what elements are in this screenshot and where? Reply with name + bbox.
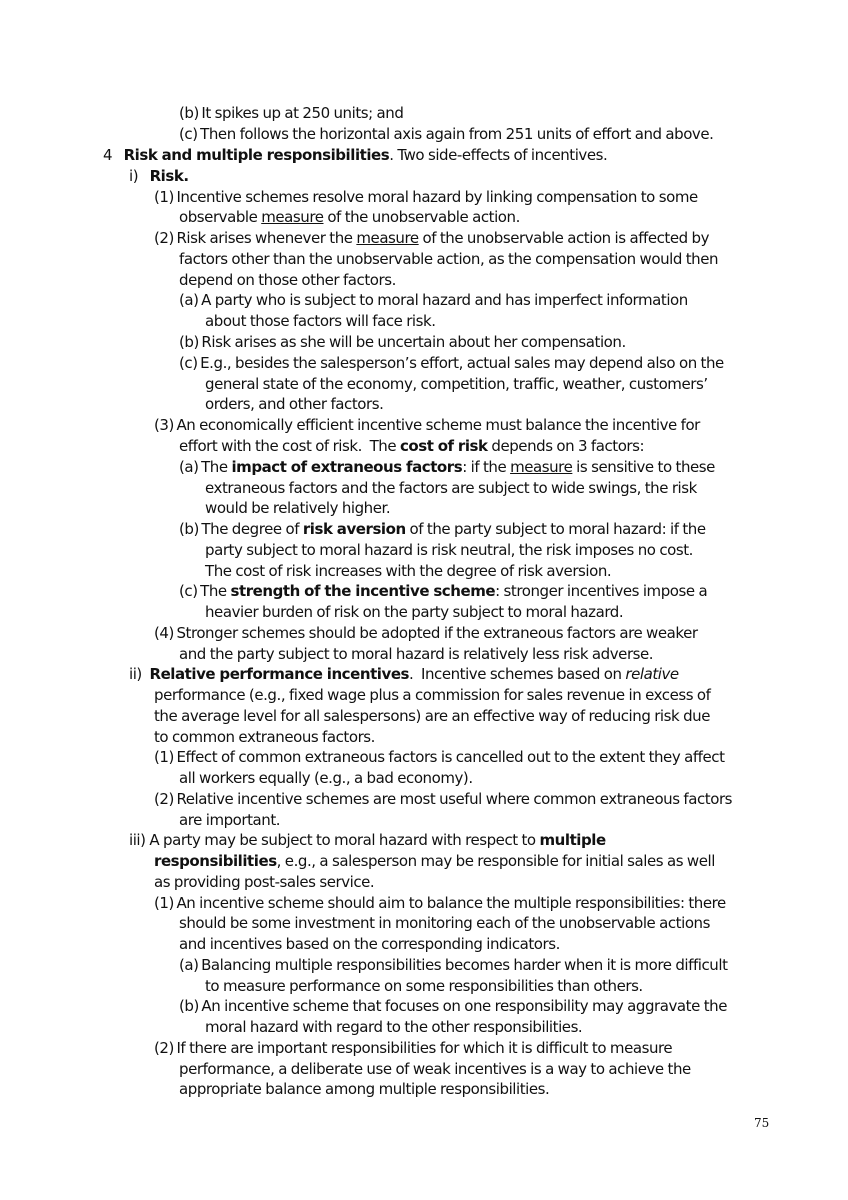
text-line: ii) Relative performance incentives. Incentive schemes based on relative	[129, 665, 679, 683]
text-line: (a) The impact of extraneous factors: if the measure is sensitive to these	[179, 458, 715, 476]
text-line: and the party subject to moral hazard is relatively less risk adverse.	[179, 645, 654, 663]
text-line: (b) The degree of risk aversion of the party subject to moral hazard: if the	[179, 520, 706, 538]
text-line: general state of the economy, competition, traffic, weather, customers’	[205, 375, 708, 393]
text-line: factors other than the unobservable action, as the compensation would then	[179, 250, 719, 268]
text-line: (b) Risk arises as she will be uncertain about her compensation.	[179, 333, 626, 351]
text-line: (2) Relative incentive schemes are most useful where common extraneous factors	[154, 790, 733, 808]
text-line: The cost of risk increases with the degree of risk aversion.	[205, 562, 612, 580]
text-line: (b) It spikes up at 250 units; and	[179, 104, 404, 122]
text-line: (a) A party who is subject to moral hazard and has imperfect information	[179, 291, 688, 309]
text-line: (c) Then follows the horizontal axis again from 251 units of effort and above.	[179, 125, 714, 143]
text-line: performance (e.g., fixed wage plus a commission for sales revenue in excess of	[154, 686, 711, 704]
text-line: (b) An incentive scheme that focuses on one responsibility may aggravate the	[179, 997, 727, 1015]
text-line: (a) Balancing multiple responsibilities becomes harder when it is more difficult	[179, 956, 728, 974]
text-line: about those factors will face risk.	[205, 312, 436, 330]
text-line: (2) Risk arises whenever the measure of the unobservable action is affected by	[154, 229, 710, 247]
text-line: (3) An economically efficient incentive scheme must balance the incentive for	[154, 416, 700, 434]
text-line: heavier burden of risk on the party subject to moral hazard.	[205, 603, 624, 621]
text-line: to measure performance on some responsibilities than others.	[205, 977, 643, 995]
text-line: (1) Effect of common extraneous factors is cancelled out to the extent they affect	[154, 748, 725, 766]
text-line: (c) E.g., besides the salesperson’s effort, actual sales may depend also on the	[179, 354, 724, 372]
text-line: (1) An incentive scheme should aim to balance the multiple responsibilities: there	[154, 894, 726, 912]
text-line: iii) A party may be subject to moral hazard with respect to multiple	[129, 831, 606, 849]
text-line: party subject to moral hazard is risk neutral, the risk imposes no cost.	[205, 541, 693, 559]
text-line: moral hazard with regard to the other responsibilities.	[205, 1018, 583, 1036]
text-line: (4) Stronger schemes should be adopted if the extraneous factors are weaker	[154, 624, 698, 642]
text-line: depend on those other factors.	[179, 271, 396, 289]
text-line: orders, and other factors.	[205, 395, 384, 413]
text-line: are important.	[179, 811, 281, 829]
text-line: as providing post-sales service.	[154, 873, 375, 891]
text-line: observable measure of the unobservable action.	[179, 208, 520, 226]
text-line: all workers equally (e.g., a bad economy).	[179, 769, 473, 787]
text-line: and incentives based on the corresponding indicators.	[179, 935, 560, 953]
text-line: appropriate balance among multiple responsibilities.	[179, 1080, 550, 1098]
text-line: (c) The strength of the incentive scheme: stronger incentives impose a	[179, 582, 708, 600]
text-line: effort with the cost of risk. The cost of risk depends on 3 factors:	[179, 437, 645, 455]
text-line: extraneous factors and the factors are subject to wide swings, the risk	[205, 479, 697, 497]
text-line: performance, a deliberate use of weak incentives is a way to achieve the	[179, 1060, 691, 1078]
page-number: 75	[754, 1116, 770, 1130]
text-line: would be relatively higher.	[205, 499, 391, 517]
text-line: to common extraneous factors.	[154, 728, 375, 746]
text-line: responsibilities, e.g., a salesperson may be responsible for initial sales as well	[154, 852, 715, 870]
text-line: the average level for all salespersons) are an effective way of reducing risk due	[154, 707, 710, 725]
text-line: i) Risk.	[129, 167, 189, 185]
text-line: should be some investment in monitoring each of the unobservable actions	[179, 914, 710, 932]
text-line: (1) Incentive schemes resolve moral hazard by linking compensation to some	[154, 188, 698, 206]
text-line: 4 Risk and multiple responsibilities. Two side-effects of incentives.	[103, 146, 608, 164]
text-line: (2) If there are important responsibilities for which it is difficult to measure	[154, 1039, 673, 1057]
